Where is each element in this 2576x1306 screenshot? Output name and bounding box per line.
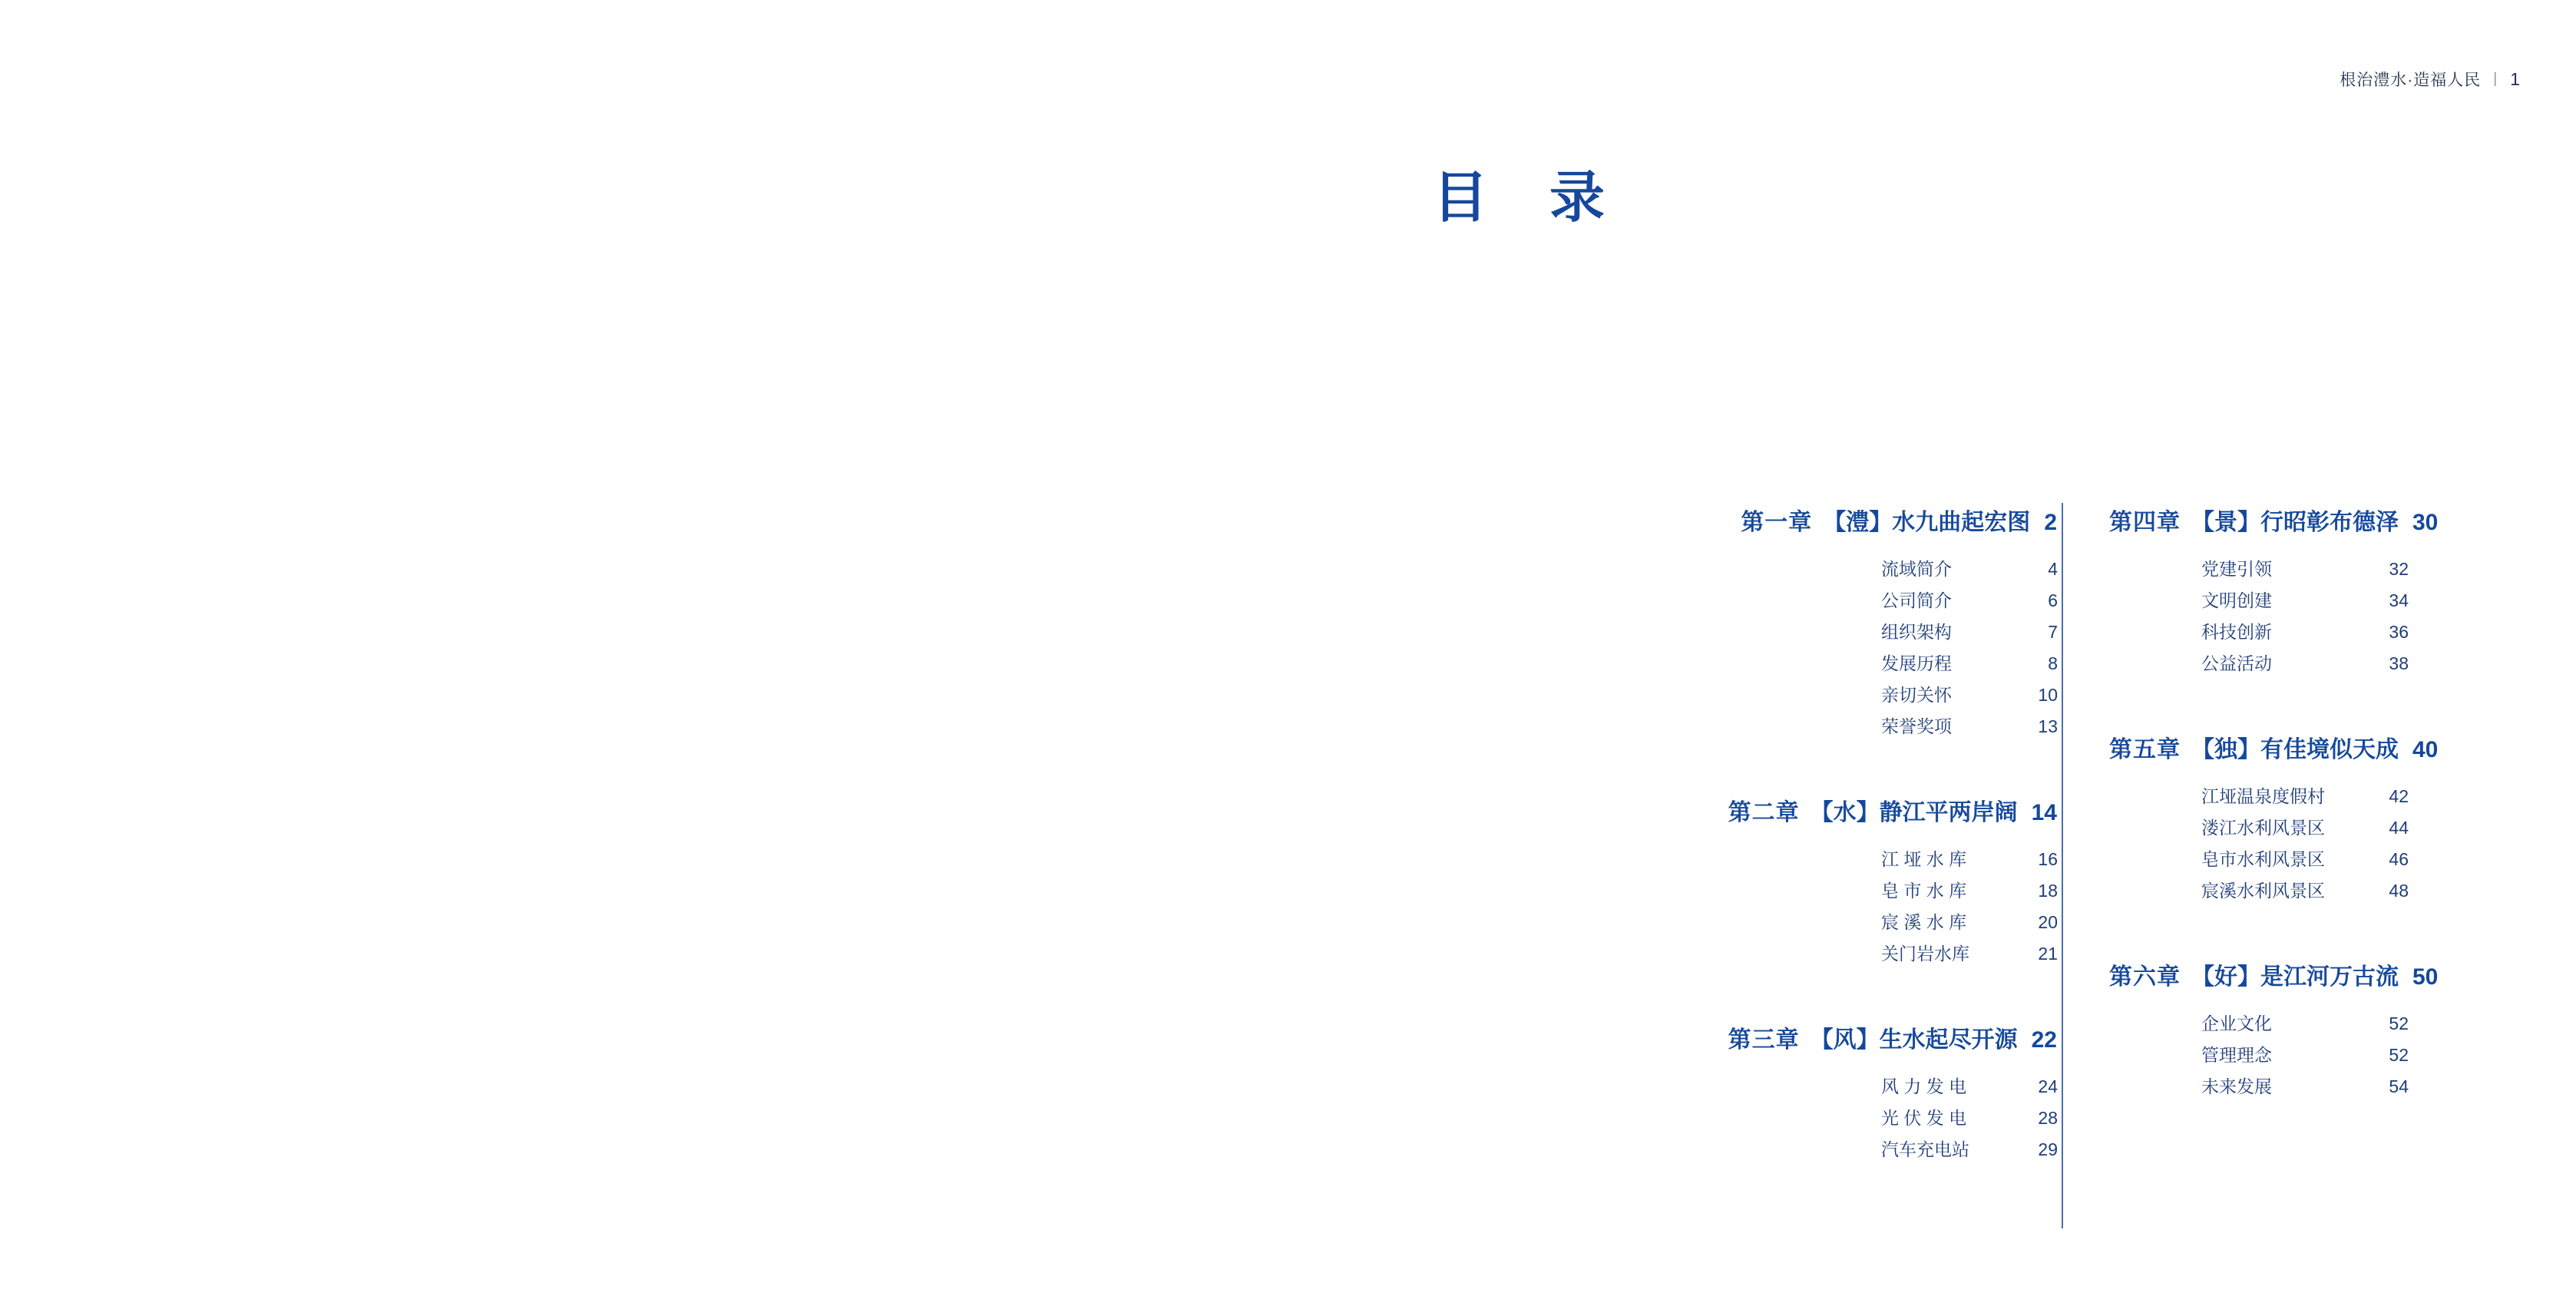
entry-page: 48	[2389, 881, 2409, 901]
entry-page: 32	[2389, 559, 2409, 579]
entry-name: 皂市水利风景区	[2201, 849, 2325, 869]
toc-entry[interactable]	[1651, 617, 2062, 648]
chapter-page: 14	[2031, 800, 2057, 825]
chapter-page: 50	[2412, 964, 2439, 990]
chapter-label: 第四章	[2109, 510, 2181, 535]
entry-page: 29	[2038, 1139, 2058, 1159]
page-title: 目 录	[1433, 167, 1629, 229]
entry-name: 光 伏 发 电	[1881, 1108, 1967, 1128]
entry-page: 28	[2038, 1108, 2058, 1128]
toc-entry[interactable]	[1651, 585, 2062, 617]
entry-page: 8	[2048, 653, 2058, 673]
chapter-label: 第一章	[1741, 510, 1813, 535]
chapter-name: 【风】生水起尽开源	[1810, 1027, 2018, 1053]
chapter-entries	[2109, 781, 2480, 907]
chapter-heading[interactable]	[1651, 503, 2062, 537]
entry-name: 宸溪水利风景区	[2201, 881, 2325, 901]
chapter-block	[1651, 793, 2062, 970]
entry-page: 54	[2389, 1076, 2409, 1096]
entry-page: 7	[2048, 622, 2058, 642]
entry-page: 52	[2389, 1013, 2409, 1033]
entry-page: 36	[2389, 622, 2409, 642]
toc-entry[interactable]	[1651, 1134, 2062, 1165]
entry-name: 溇江水利风景区	[2201, 818, 2325, 838]
entry-page: 46	[2389, 849, 2409, 869]
entry-page: 24	[2038, 1076, 2058, 1096]
entry-page: 6	[2048, 590, 2058, 610]
entry-page: 34	[2389, 590, 2409, 610]
entry-page: 18	[2038, 881, 2058, 901]
chapter-heading[interactable]	[2109, 730, 2480, 764]
toc-entry[interactable]	[2109, 781, 2480, 812]
entry-name: 皂 市 水 库	[1881, 881, 1967, 901]
entry-page: 38	[2389, 653, 2409, 673]
toc-entry[interactable]	[2109, 648, 2480, 679]
chapter-entries	[1651, 554, 2062, 742]
toc-entry[interactable]	[2109, 1040, 2480, 1071]
chapter-page: 30	[2412, 510, 2439, 535]
entry-page: 10	[2038, 685, 2058, 705]
chapter-block	[2109, 503, 2480, 679]
toc-entry[interactable]	[2109, 875, 2480, 907]
toc-entry[interactable]	[2109, 1008, 2480, 1040]
entry-name: 党建引领	[2201, 559, 2272, 579]
chapter-page: 22	[2031, 1027, 2057, 1053]
chapter-label: 第三章	[1728, 1027, 1800, 1053]
entry-name: 汽车充电站	[1881, 1139, 1969, 1159]
chapter-heading[interactable]	[1651, 793, 2062, 827]
running-header	[2340, 68, 2521, 91]
toc-entry[interactable]	[1651, 1071, 2062, 1103]
entry-name: 企业文化	[2201, 1013, 2272, 1033]
entry-name: 江 垭 水 库	[1881, 849, 1967, 869]
toc-entry[interactable]	[1651, 907, 2062, 938]
chapter-block	[2109, 957, 2480, 1103]
chapter-page: 40	[2412, 737, 2439, 762]
toc-entry[interactable]	[1651, 679, 2062, 711]
toc-entry[interactable]	[1651, 875, 2062, 907]
chapter-name: 【景】行昭彰布德泽	[2191, 510, 2399, 535]
chapter-label: 第二章	[1728, 800, 1800, 825]
toc-entry[interactable]	[2109, 812, 2480, 844]
toc-entry[interactable]	[1651, 938, 2062, 970]
toc-entry[interactable]	[1651, 554, 2062, 585]
entry-page: 4	[2048, 559, 2058, 579]
toc-entry[interactable]	[1651, 1103, 2062, 1134]
toc-entry[interactable]	[2109, 1071, 2480, 1103]
chapter-name: 【好】是江河万古流	[2191, 964, 2399, 990]
running-title: 根治澧水·造福人民	[2340, 71, 2482, 89]
toc-column-left	[1651, 503, 2062, 1165]
entry-name: 文明创建	[2201, 590, 2272, 610]
entry-name: 关门岩水库	[1881, 944, 1969, 964]
chapter-block	[1651, 1020, 2062, 1165]
entry-page: 42	[2389, 786, 2409, 806]
chapter-entries	[1651, 1071, 2062, 1165]
header-separator: |	[2493, 71, 2498, 87]
entry-page: 44	[2389, 818, 2409, 838]
chapter-entries	[1651, 844, 2062, 970]
entry-name: 公司简介	[1881, 590, 1952, 610]
entry-name: 宸 溪 水 库	[1881, 912, 1967, 932]
chapter-page: 2	[2044, 510, 2057, 535]
entry-name: 荣誉奖项	[1881, 716, 1952, 736]
entry-page: 21	[2038, 944, 2058, 964]
toc-entry[interactable]	[2109, 585, 2480, 617]
entry-name: 公益活动	[2201, 653, 2272, 673]
entry-name: 发展历程	[1881, 653, 1952, 673]
toc-column-right	[2062, 503, 2480, 1228]
chapter-heading[interactable]	[2109, 957, 2480, 991]
entry-name: 未来发展	[2201, 1076, 2272, 1096]
entry-name: 科技创新	[2201, 622, 2272, 642]
chapter-label: 第五章	[2109, 737, 2181, 762]
chapter-block	[2109, 730, 2480, 907]
chapter-name: 【澧】水九曲起宏图	[1823, 510, 2031, 535]
entry-page: 52	[2389, 1045, 2409, 1065]
entry-name: 流域简介	[1881, 559, 1952, 579]
entry-name: 组织架构	[1881, 622, 1952, 642]
entry-page: 13	[2038, 716, 2058, 736]
toc-entry[interactable]	[1651, 711, 2062, 742]
chapter-entries	[2109, 554, 2480, 679]
entry-name: 管理理念	[2201, 1045, 2272, 1065]
toc-entry[interactable]	[1651, 648, 2062, 679]
chapter-entries	[2109, 1008, 2480, 1103]
entry-name: 江垭温泉度假村	[2201, 786, 2325, 806]
chapter-name: 【独】有佳境似天成	[2191, 737, 2399, 762]
toc-columns	[1651, 503, 2526, 1228]
toc-entry[interactable]	[2109, 844, 2480, 875]
entry-page: 16	[2038, 849, 2058, 869]
chapter-name: 【水】静江平两岸阔	[1810, 800, 2018, 825]
toc-entry[interactable]	[2109, 554, 2480, 585]
entry-name: 风 力 发 电	[1881, 1076, 1967, 1096]
chapter-label: 第六章	[2109, 964, 2181, 990]
chapter-block	[1651, 503, 2062, 742]
toc-entry[interactable]	[2109, 617, 2480, 648]
entry-page: 20	[2038, 912, 2058, 932]
chapter-heading[interactable]	[1651, 1020, 2062, 1054]
entry-name: 亲切关怀	[1881, 685, 1952, 705]
chapter-heading[interactable]	[2109, 503, 2480, 537]
toc-entry[interactable]	[1651, 844, 2062, 875]
page-number: 1	[2510, 68, 2521, 89]
